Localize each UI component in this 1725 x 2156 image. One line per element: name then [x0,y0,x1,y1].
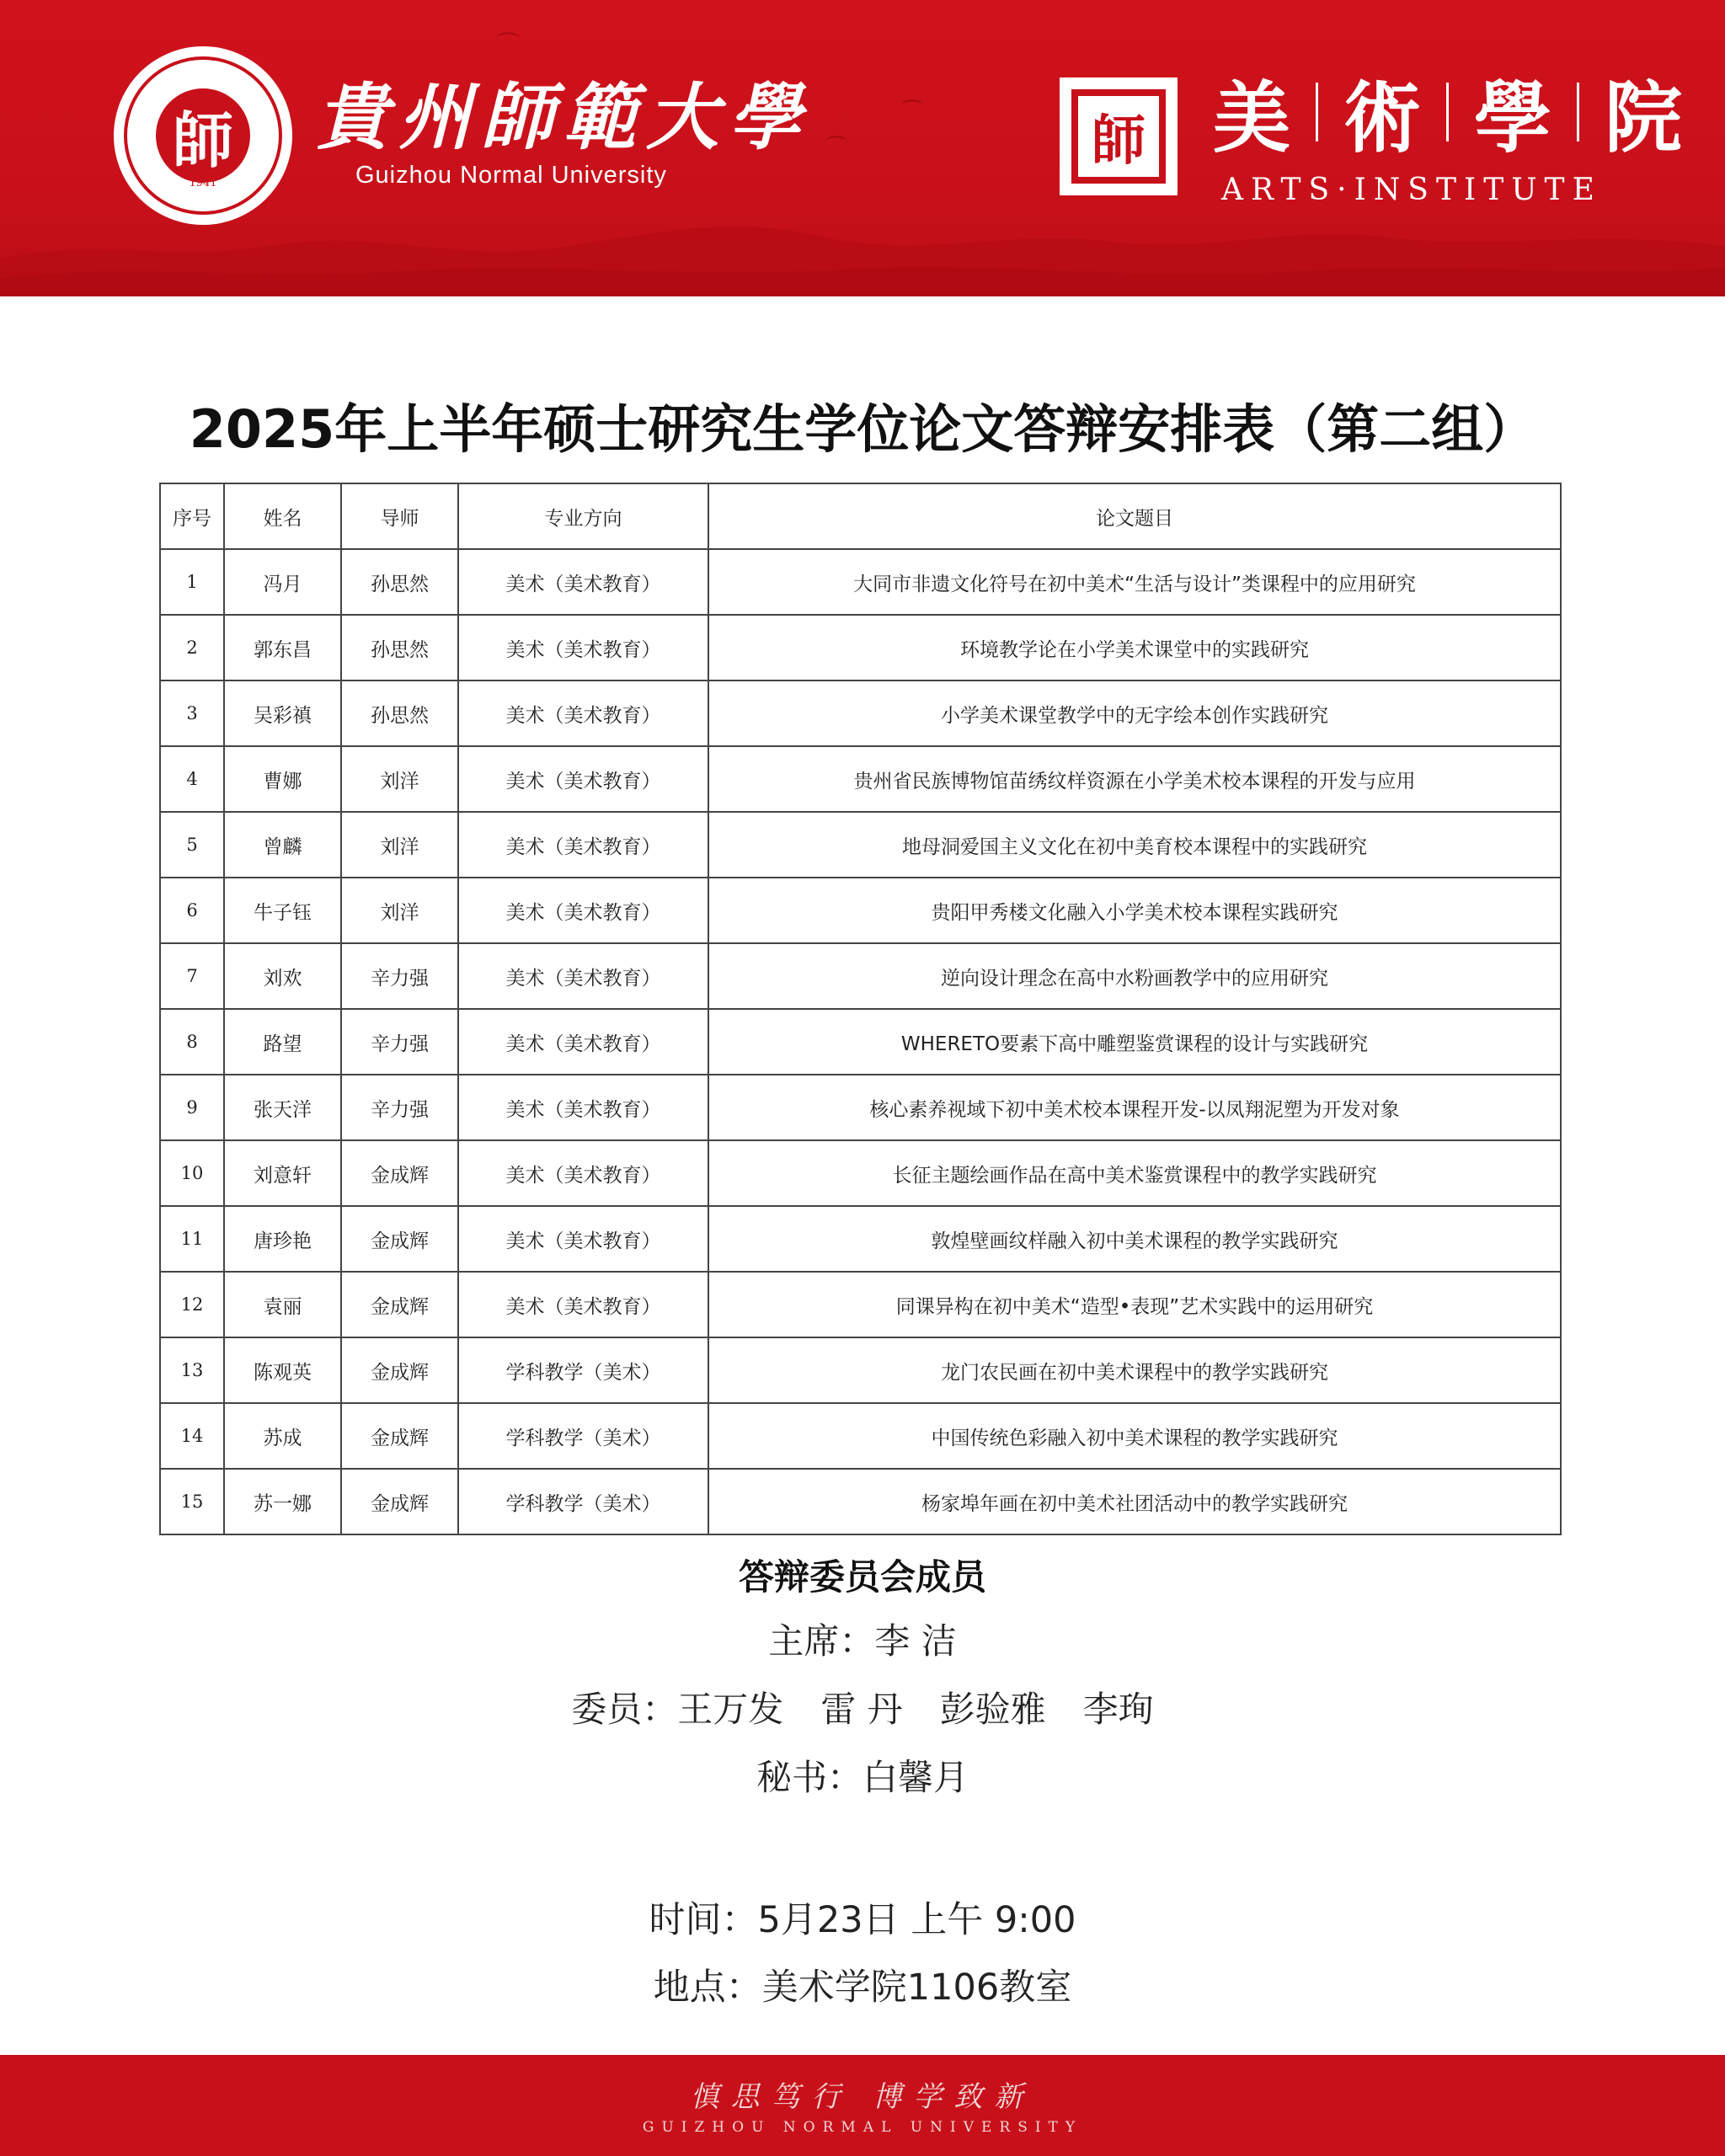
place-line [0,1954,1725,2021]
cell-major: 美术（美术教育） [458,746,708,812]
cell-number: 5 [160,812,224,878]
divider [1446,83,1449,141]
cell-number: 4 [160,746,224,812]
arts-char: 院 [1605,72,1683,163]
table-row [160,549,1561,615]
cell-student-name: 刘欢 [224,943,341,1009]
cell-advisor: 孙思然 [341,549,458,615]
cell-major: 美术（美术教育） [458,812,708,878]
cell-topic: 贵州省民族博物馆苗绣纹样资源在小学美术校本课程的开发与应用 [708,746,1561,812]
cell-advisor: 辛力强 [341,943,458,1009]
cell-advisor: 金成辉 [341,1337,458,1403]
cell-topic: 敦煌壁画纹样融入初中美术课程的教学实践研究 [708,1206,1561,1272]
column-header-major: 专业方向 [458,483,708,549]
chair-line [0,1607,1725,1675]
cell-advisor: 刘洋 [341,812,458,878]
cell-major: 美术（美术教育） [458,878,708,943]
arts-char: 美 [1213,72,1291,163]
members-line [0,1675,1725,1743]
cell-student-name: 刘意轩 [224,1140,341,1206]
cell-major: 美术（美术教育） [458,1206,708,1272]
arts-institute-name-cn [1213,66,1683,163]
table-row [160,878,1561,943]
bird-icon: ⌒ [901,99,924,125]
cell-student-name: 唐珍艳 [224,1206,341,1272]
member-name: 王万发 [677,1689,784,1730]
cell-number: 14 [160,1403,224,1469]
header-banner [0,0,1725,296]
table-row [160,1272,1561,1337]
university-motto: 慎思笃行 博学致新 [690,2080,1035,2114]
cell-topic: WHERETO要素下高中雕塑鉴赏课程的设计与实践研究 [708,1009,1561,1075]
cell-topic: 杨家埠年画在初中美术社团活动中的教学实践研究 [708,1469,1561,1534]
time-line [0,1886,1725,1954]
university-seal-logo [114,46,292,225]
divider [1316,83,1318,141]
cell-number: 3 [160,680,224,746]
table-row [160,1009,1561,1075]
committee-heading: 答辩委员会成员 [738,1556,986,1598]
column-header-name: 姓名 [224,483,341,549]
table-row [160,1140,1561,1206]
chair-label: 主席： [768,1620,875,1662]
cell-student-name: 吴彩禛 [224,680,341,746]
seal-char: 師 [156,88,250,183]
cell-number: 12 [160,1272,224,1337]
cell-topic: 小学美术课堂教学中的无字绘本创作实践研究 [708,680,1561,746]
time-label: 时间： [649,1899,758,1941]
secretary-name: 白馨月 [862,1757,969,1798]
cell-student-name: 苏一娜 [224,1469,341,1534]
chair-name: 李 洁 [874,1620,957,1662]
cell-number: 9 [160,1075,224,1140]
cell-number: 10 [160,1140,224,1206]
cell-major: 学科教学（美术） [458,1469,708,1534]
cell-student-name: 郭东昌 [224,615,341,680]
cell-advisor: 孙思然 [341,615,458,680]
page-title: 2025年上半年硕士研究生学位论文答辩安排表（第二组） [189,398,1536,460]
cell-topic: 逆向设计理念在高中水粉画教学中的应用研究 [708,943,1561,1009]
cell-number: 13 [160,1337,224,1403]
arts-char: 術 [1343,72,1422,163]
cell-advisor: 孙思然 [341,680,458,746]
cell-student-name: 陈观英 [224,1337,341,1403]
cell-advisor: 刘洋 [341,878,458,943]
university-name-en: Guizhou Normal University [355,162,667,189]
table-row [160,1337,1561,1403]
cell-topic: 核心素养视域下初中美术校本课程开发-以凤翔泥塑为开发对象 [708,1075,1561,1140]
cell-number: 11 [160,1206,224,1272]
table-row [160,746,1561,812]
cell-major: 美术（美术教育） [458,1140,708,1206]
cell-topic: 大同市非遗文化符号在初中美术“生活与设计”类课程中的应用研究 [708,549,1561,615]
arts-institute-name-en: ARTS·INSTITUTE [1221,173,1602,207]
bird-icon: ⌒ [497,32,520,57]
cell-topic: 龙门农民画在初中美术课程中的教学实践研究 [708,1337,1561,1403]
table-header-row [160,483,1561,549]
cell-number: 6 [160,878,224,943]
member-name: 李珣 [1082,1689,1154,1730]
cell-major: 美术（美术教育） [458,1009,708,1075]
cell-student-name: 路望 [224,1009,341,1075]
table-body [160,549,1561,1534]
cell-advisor: 金成辉 [341,1469,458,1534]
members-label: 委员： [571,1689,678,1730]
cell-advisor: 刘洋 [341,746,458,812]
cell-student-name: 曾麟 [224,812,341,878]
table-row [160,615,1561,680]
seal-year: 1941 [189,177,217,189]
table-row [160,1469,1561,1534]
cell-major: 美术（美术教育） [458,680,708,746]
cell-major: 学科教学（美术） [458,1337,708,1403]
cell-number: 15 [160,1469,224,1534]
table-row [160,1206,1561,1272]
cell-topic: 地母洞爱国主义文化在初中美育校本课程中的实践研究 [708,812,1561,878]
cell-major: 美术（美术教育） [458,1272,708,1337]
arts-institute-logo [1060,77,1178,195]
cell-advisor: 金成辉 [341,1272,458,1337]
cell-topic: 长征主题绘画作品在高中美术鉴赏课程中的教学实践研究 [708,1140,1561,1206]
cell-topic: 同课异构在初中美术“造型•表现”艺术实践中的运用研究 [708,1272,1561,1337]
member-name: 雷 丹 [820,1689,903,1730]
column-header-number: 序号 [160,483,224,549]
cell-advisor: 辛力强 [341,1075,458,1140]
arts-logo-char: 師 [1071,89,1166,184]
cell-major: 学科教学（美术） [458,1403,708,1469]
divider [1577,83,1579,141]
committee-section [0,1548,1725,1812]
table-row [160,1403,1561,1469]
university-name-cn: 貴州師範大學 [316,75,811,160]
cell-student-name: 张天洋 [224,1075,341,1140]
time-value: 5月23日 上午 9:00 [757,1899,1076,1941]
cell-advisor: 金成辉 [341,1403,458,1469]
table-row [160,680,1561,746]
cell-student-name: 袁丽 [224,1272,341,1337]
cell-major: 美术（美术教育） [458,1075,708,1140]
cell-student-name: 苏成 [224,1403,341,1469]
footer-banner [0,2055,1725,2156]
university-name-footer: GUIZHOU NORMAL UNIVERSITY [642,2119,1083,2136]
cell-advisor: 金成辉 [341,1206,458,1272]
cell-number: 2 [160,615,224,680]
cell-student-name: 冯月 [224,549,341,615]
column-header-topic: 论文题目 [708,483,1561,549]
member-name: 彭验雅 [939,1689,1046,1730]
column-header-advisor: 导师 [341,483,458,549]
arts-char: 學 [1474,72,1552,163]
cell-student-name: 曹娜 [224,746,341,812]
cell-student-name: 牛子钰 [224,878,341,943]
cell-major: 美术（美术教育） [458,615,708,680]
cell-topic: 中国传统色彩融入初中美术课程的教学实践研究 [708,1403,1561,1469]
defense-schedule-table [159,483,1562,1535]
cell-advisor: 金成辉 [341,1140,458,1206]
place-label: 地点： [653,1967,762,2009]
cell-advisor: 辛力强 [341,1009,458,1075]
cell-major: 美术（美术教育） [458,943,708,1009]
cell-major: 美术（美术教育） [458,549,708,615]
cell-number: 7 [160,943,224,1009]
cell-topic: 贵阳甲秀楼文化融入小学美术校本课程实践研究 [708,878,1561,943]
table-row [160,812,1561,878]
place-value: 美术学院1106教室 [761,1967,1072,2009]
bird-icon: ⌒ [825,136,848,161]
cell-topic: 环境教学论在小学美术课堂中的实践研究 [708,615,1561,680]
schedule-info [0,1886,1725,2021]
cell-number: 8 [160,1009,224,1075]
table-row [160,1075,1561,1140]
cell-number: 1 [160,549,224,615]
secretary-line [0,1743,1725,1812]
table-row [160,943,1561,1009]
secretary-label: 秘书： [756,1757,862,1798]
